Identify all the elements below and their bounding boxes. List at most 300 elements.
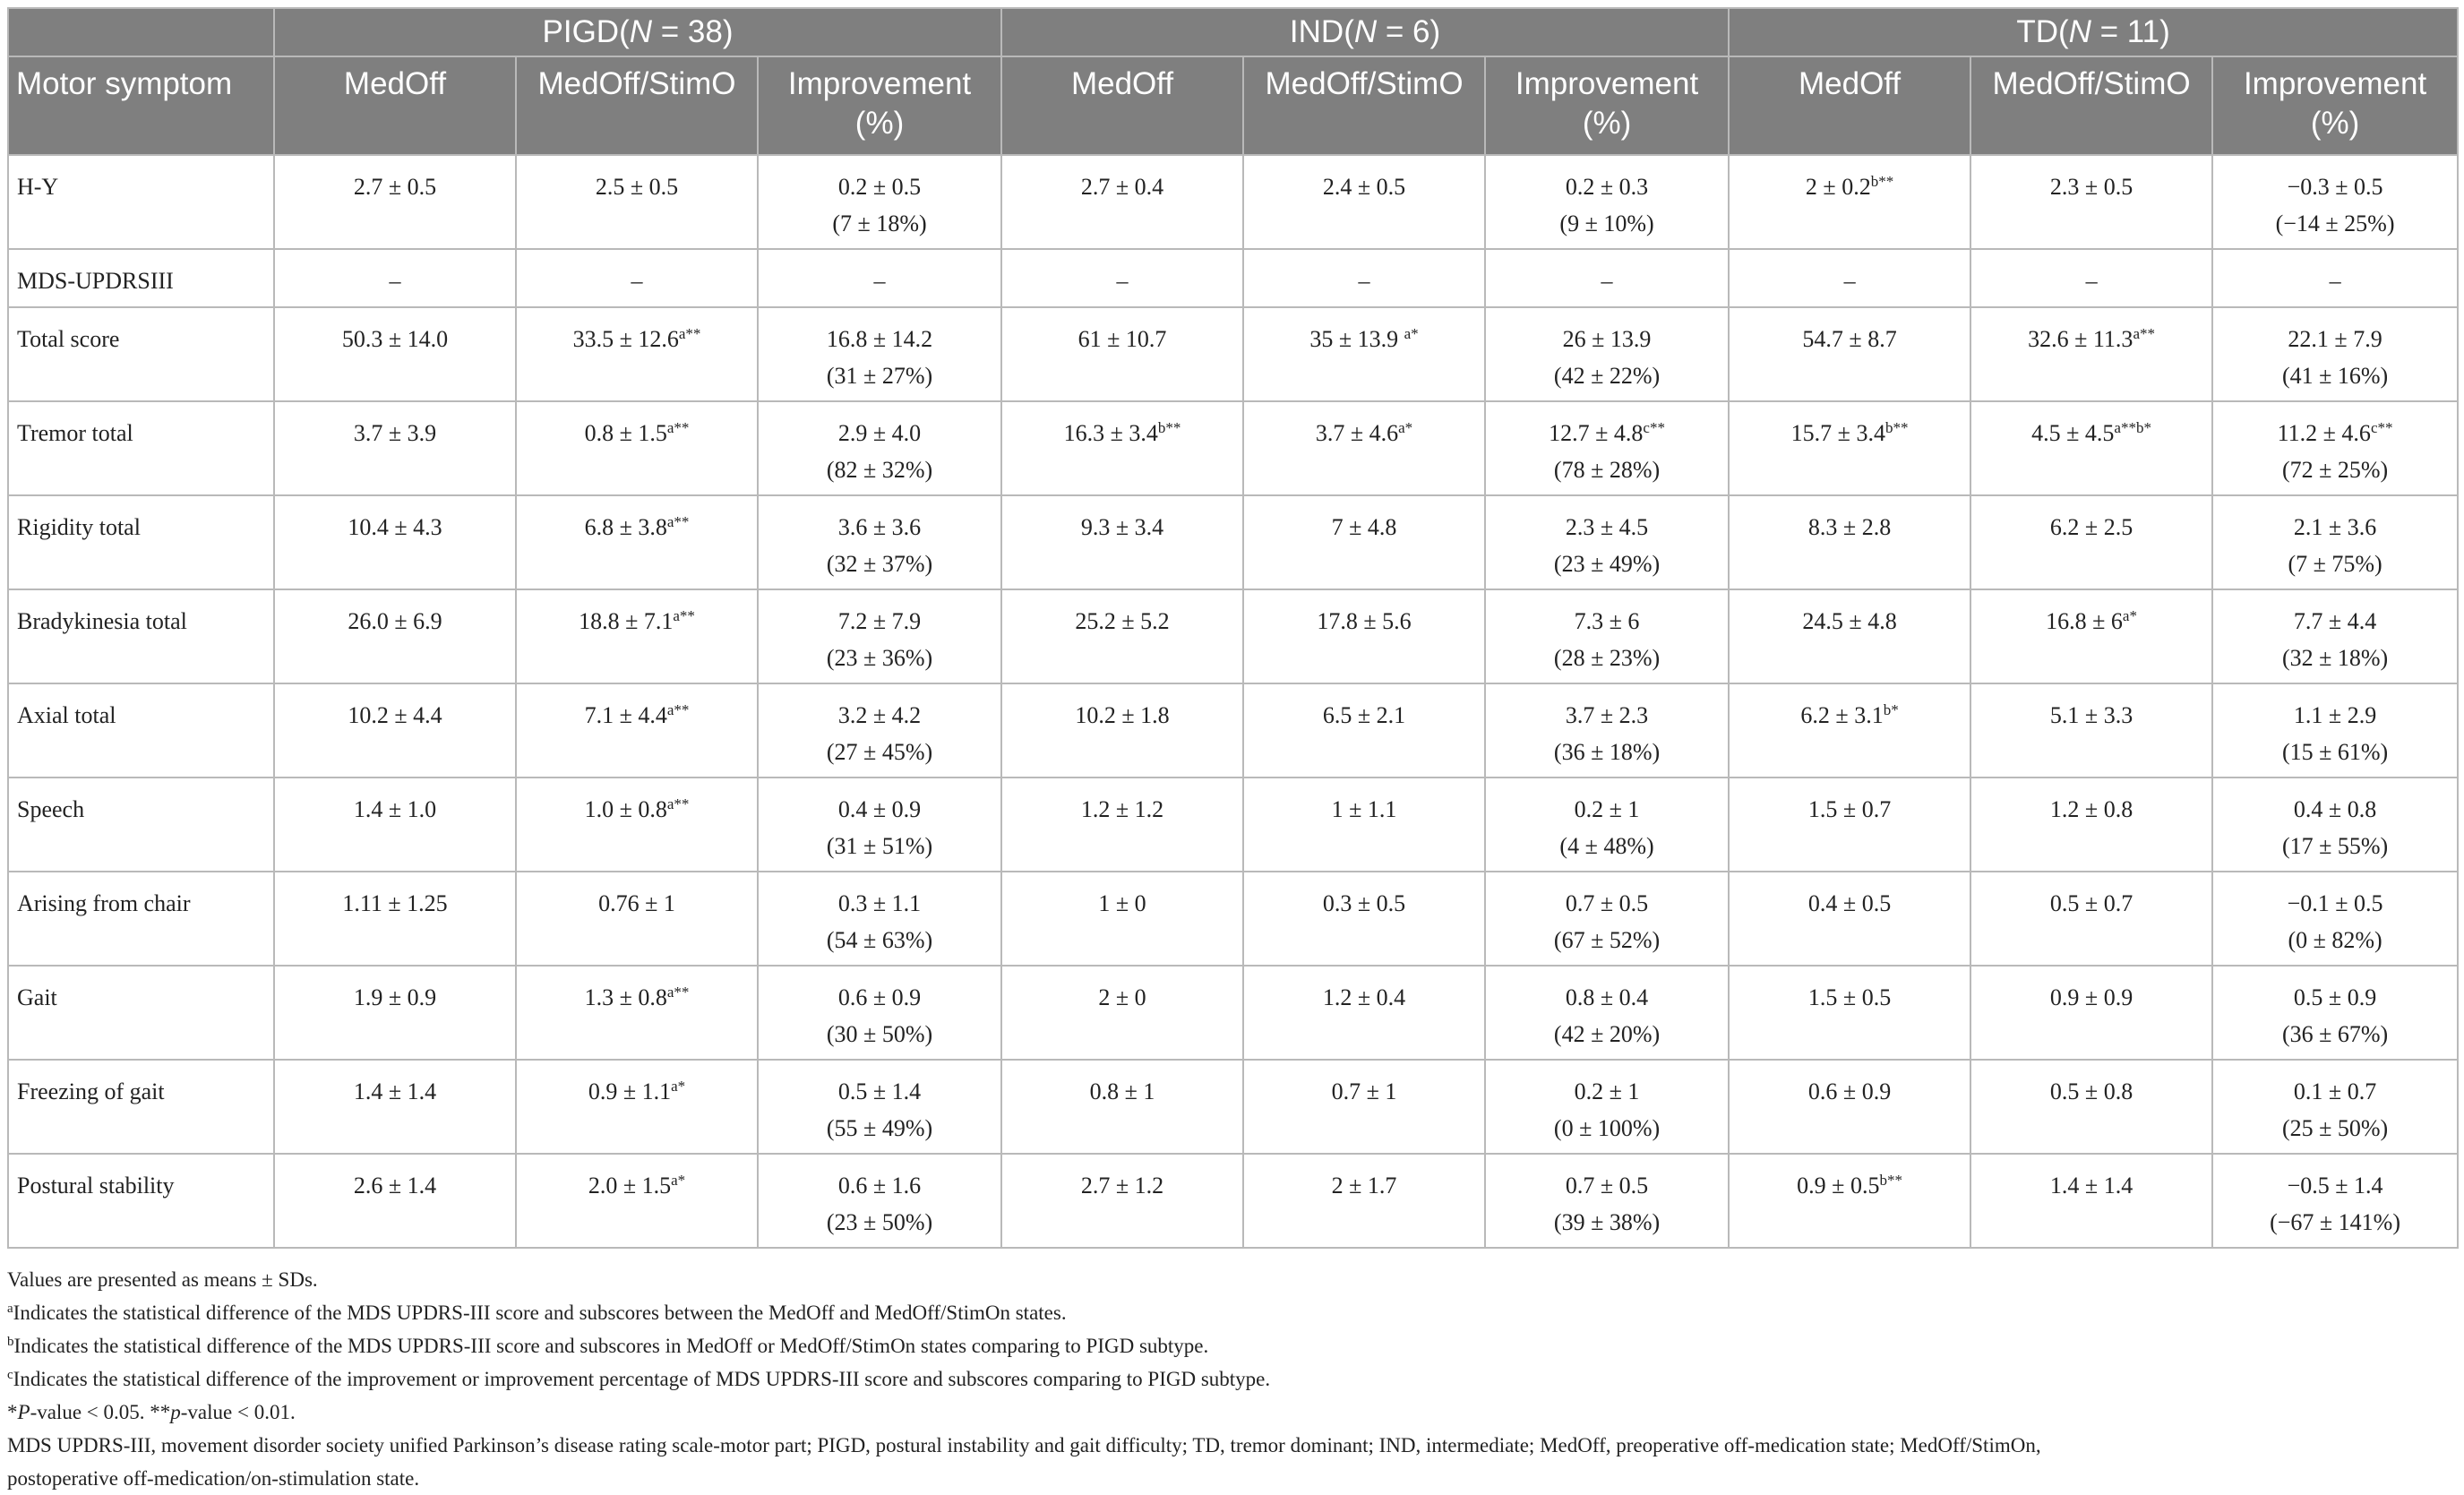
footnote-a <box>7 1296 2457 1329</box>
table-cell <box>516 307 758 401</box>
cell-value: 1.4 ± 1.0 <box>353 796 437 822</box>
cell-value: 7.3 ± 6 <box>1574 608 1640 634</box>
cell-value: 7.7 ± 4.4 <box>2293 608 2377 634</box>
table-cell <box>758 155 1001 249</box>
table-cell <box>758 966 1001 1060</box>
cell-percent: (7 ± 75%) <box>2288 551 2382 577</box>
cell-percent: (72 ± 25%) <box>2281 457 2389 483</box>
table-row <box>8 1154 2458 1248</box>
footnote-a-mark: a <box>7 1302 13 1316</box>
cell-percent: (67 ± 52%) <box>1553 927 1661 953</box>
cell-value: 1.11 ± 1.25 <box>342 890 448 916</box>
significance-mark: a** <box>666 701 690 718</box>
group-n-value: 11 <box>2126 14 2160 49</box>
cell-value: 25.2 ± 5.2 <box>1075 608 1170 634</box>
cell-value: – <box>389 268 401 294</box>
row-label: H-Y <box>8 155 274 249</box>
cell-value: 1.3 ± 0.8 <box>584 984 667 1010</box>
table-cell <box>2212 155 2458 249</box>
significance-mark: a* <box>1404 325 1419 342</box>
table-cell <box>516 589 758 683</box>
table-cell <box>1970 249 2212 307</box>
table-cell <box>1729 683 1970 778</box>
table-cell <box>1485 401 1729 495</box>
cell-value: 26 ± 13.9 <box>1562 326 1652 352</box>
significance-mark: a** <box>2133 325 2155 342</box>
cell-value: 2 ± 1.7 <box>1331 1173 1397 1199</box>
cell-value: 1.0 ± 0.8 <box>584 796 667 822</box>
cell-value: −0.3 ± 0.5 <box>2287 174 2383 200</box>
cell-value: 16.8 ± 14.2 <box>826 326 933 352</box>
table-cell <box>1001 249 1243 307</box>
table-cell <box>274 683 516 778</box>
cell-percent: (31 ± 27%) <box>826 363 933 389</box>
cell-value: 11.2 ± 4.6 <box>2277 420 2371 446</box>
table-cell <box>1001 155 1243 249</box>
blank-header-cell <box>8 8 274 56</box>
footnote-p2-text: -value < 0.01. <box>180 1401 296 1423</box>
cell-value: 2.7 ± 0.5 <box>353 174 437 200</box>
table-cell <box>758 1060 1001 1154</box>
column-header: Improvement (%) <box>1485 56 1729 155</box>
table-cell <box>1970 1154 2212 1248</box>
table-cell <box>1729 307 1970 401</box>
table-cell <box>758 401 1001 495</box>
cell-value: 7 ± 4.8 <box>1331 514 1397 540</box>
column-header: Improvement (%) <box>2212 56 2458 155</box>
cell-value: 6.5 ± 2.1 <box>1322 702 1406 728</box>
cell-value: 2.0 ± 1.5 <box>588 1173 672 1199</box>
row-label: Bradykinesia total <box>8 589 274 683</box>
cell-value: 0.9 ± 0.9 <box>2049 984 2133 1010</box>
table-cell <box>758 872 1001 966</box>
cell-value: 10.4 ± 4.3 <box>348 514 442 540</box>
table-cell <box>758 495 1001 589</box>
cell-percent: (9 ± 10%) <box>1559 211 1654 236</box>
group-header-td: TD(N = 11) <box>1729 8 2458 56</box>
cell-value: 0.6 ± 1.6 <box>837 1173 922 1199</box>
table-cell <box>1485 495 1729 589</box>
table-cell <box>516 155 758 249</box>
cell-value: 35 ± 13.9 <box>1309 326 1404 352</box>
table-cell <box>274 966 516 1060</box>
table-row <box>8 778 2458 872</box>
cell-value: 0.2 ± 1 <box>1574 796 1640 822</box>
cell-value: 0.4 ± 0.9 <box>837 796 922 822</box>
table-cell <box>1001 1154 1243 1248</box>
cell-value: 2.5 ± 0.5 <box>595 174 679 200</box>
table-cell <box>274 872 516 966</box>
table-cell <box>274 1060 516 1154</box>
cell-value: 16.3 ± 3.4 <box>1063 420 1158 446</box>
table-cell <box>1729 872 1970 966</box>
cell-value: 2.3 ± 0.5 <box>2049 174 2133 200</box>
cell-value: 2 ± 0.2 <box>1805 174 1871 200</box>
table-cell <box>1970 401 2212 495</box>
cell-value: 0.7 ± 0.5 <box>1565 1173 1649 1199</box>
table-cell <box>274 155 516 249</box>
group-header-ind: IND(N = 6) <box>1001 8 1729 56</box>
cell-value: 16.8 ± 6 <box>2046 608 2123 634</box>
table-cell <box>758 589 1001 683</box>
cell-value: 2.7 ± 0.4 <box>1080 174 1164 200</box>
cell-value: 61 ± 10.7 <box>1077 326 1167 352</box>
table-cell <box>1001 1060 1243 1154</box>
footnote-p1-text: -value < 0.05. <box>30 1401 150 1423</box>
cell-value: 6.8 ± 3.8 <box>584 514 667 540</box>
cell-value: 0.2 ± 0.3 <box>1565 174 1649 200</box>
table-cell <box>758 778 1001 872</box>
table-row <box>8 966 2458 1060</box>
significance-mark: a** <box>666 419 690 436</box>
table-cell <box>274 1154 516 1248</box>
group-name: TD <box>2016 14 2058 49</box>
group-name: PIGD <box>542 14 620 49</box>
cell-value: 15.7 ± 3.4 <box>1790 420 1885 446</box>
footnote-c-mark: c <box>7 1368 13 1382</box>
column-header: MedOff <box>1729 56 1970 155</box>
cell-value: 32.6 ± 11.3 <box>2028 326 2133 352</box>
footnote-c <box>7 1362 2457 1396</box>
table-cell <box>1001 778 1243 872</box>
table-cell <box>1485 966 1729 1060</box>
row-header-label: Motor symptom <box>8 56 274 155</box>
table-cell <box>758 249 1001 307</box>
table-cell <box>1485 778 1729 872</box>
cell-value: 2 ± 0 <box>1098 984 1146 1010</box>
group-header-pigd: PIGD(N = 38) <box>274 8 1001 56</box>
significance-mark: a* <box>671 1078 686 1095</box>
cell-percent: (31 ± 51%) <box>826 833 933 859</box>
significance-mark: c** <box>2370 419 2393 436</box>
column-header: MedOff <box>274 56 516 155</box>
cell-value: 3.7 ± 3.9 <box>353 420 437 446</box>
column-header: Improvement (%) <box>758 56 1001 155</box>
table-cell <box>1729 589 1970 683</box>
cell-value: – <box>1843 268 1856 294</box>
table-cell <box>1485 1154 1729 1248</box>
table-cell <box>2212 683 2458 778</box>
cell-value: 0.5 ± 0.7 <box>2049 890 2133 916</box>
cell-percent: (42 ± 20%) <box>1553 1021 1661 1047</box>
cell-percent: (54 ± 63%) <box>826 927 933 953</box>
cell-percent: (55 ± 49%) <box>826 1115 933 1141</box>
row-label: Rigidity total <box>8 495 274 589</box>
table-cell <box>1970 683 2212 778</box>
cell-value: – <box>873 268 886 294</box>
row-label: Speech <box>8 778 274 872</box>
group-n-label: N <box>2068 14 2091 49</box>
row-label: Tremor total <box>8 401 274 495</box>
table-cell <box>2212 249 2458 307</box>
significance-mark: a** <box>666 795 690 812</box>
significance-mark: c** <box>1643 419 1665 436</box>
footnote-pvalues <box>7 1396 2457 1429</box>
significance-mark: b* <box>1883 701 1899 718</box>
table-row <box>8 495 2458 589</box>
table-cell <box>1001 401 1243 495</box>
table-cell <box>1485 155 1729 249</box>
cell-percent: (−14 ± 25%) <box>2275 211 2395 236</box>
cell-value: 1.5 ± 0.5 <box>1807 984 1892 1010</box>
footnote-c-text: Indicates the statistical difference of the improvement or improvement percentage of MDS UPDRS-III score and subscores comparing to PIGD subtype. <box>13 1368 1271 1390</box>
table-cell <box>1729 1154 1970 1248</box>
table-cell <box>274 401 516 495</box>
table-cell <box>1243 589 1485 683</box>
significance-mark: b** <box>1870 173 1894 190</box>
table-cell <box>1485 589 1729 683</box>
table-cell <box>274 589 516 683</box>
table-cell <box>1970 589 2212 683</box>
cell-value: 2.9 ± 4.0 <box>837 420 922 446</box>
significance-mark: a**b* <box>2114 419 2151 436</box>
significance-mark: a* <box>2122 607 2137 624</box>
cell-value: 10.2 ± 1.8 <box>1075 702 1170 728</box>
table-cell <box>1001 589 1243 683</box>
cell-value: 0.9 ± 0.5 <box>1797 1173 1880 1199</box>
table-cell <box>1243 778 1485 872</box>
group-n-value: 6 <box>1412 14 1430 49</box>
cell-value: – <box>631 268 643 294</box>
footnote-abbreviations-line1: MDS UPDRS-III, movement disorder society unified Parkinson’s disease rating scale-motor part; PIGD, postural instability and gait difficulty; TD, tremor dominant; IND, intermediate; MedOff, preoperative off-medication state; MedOff/StimOn, <box>7 1434 2041 1456</box>
cell-percent: (17 ± 55%) <box>2281 833 2389 859</box>
cell-percent: (23 ± 36%) <box>826 645 933 671</box>
cell-value: – <box>1601 268 1613 294</box>
table-cell <box>2212 1154 2458 1248</box>
cell-value: 0.5 ± 1.4 <box>837 1078 922 1104</box>
table-cell <box>758 307 1001 401</box>
cell-percent: (0 ± 82%) <box>2288 927 2382 953</box>
footnote-b-mark: b <box>7 1335 14 1349</box>
table-cell <box>2212 401 2458 495</box>
cell-value: 3.7 ± 4.6 <box>1315 420 1399 446</box>
row-label: Total score <box>8 307 274 401</box>
cell-value: 0.6 ± 0.9 <box>1807 1078 1892 1104</box>
cell-value: 1.9 ± 0.9 <box>353 984 437 1010</box>
table-cell <box>758 1154 1001 1248</box>
row-label: Arising from chair <box>8 872 274 966</box>
cell-percent: (39 ± 38%) <box>1553 1209 1661 1235</box>
cell-percent: (30 ± 50%) <box>826 1021 933 1047</box>
cell-value: 26.0 ± 6.9 <box>348 608 442 634</box>
table-row <box>8 307 2458 401</box>
cell-value: 2.1 ± 3.6 <box>2293 514 2377 540</box>
cell-value: 3.6 ± 3.6 <box>837 514 922 540</box>
table-cell <box>274 307 516 401</box>
row-label: Axial total <box>8 683 274 778</box>
table-cell <box>1970 307 2212 401</box>
table-cell <box>1729 495 1970 589</box>
cell-value: 17.8 ± 5.6 <box>1317 608 1412 634</box>
cell-value: 0.9 ± 1.1 <box>588 1078 672 1104</box>
footnote-a-text: Indicates the statistical difference of the MDS UPDRS-III score and subscores between the MedOff and MedOff/StimOn states. <box>13 1302 1067 1324</box>
table-row <box>8 1060 2458 1154</box>
table-row <box>8 683 2458 778</box>
group-name: IND <box>1289 14 1344 49</box>
cell-value: 0.8 ± 1.5 <box>584 420 667 446</box>
table-cell <box>516 872 758 966</box>
table-cell <box>1001 683 1243 778</box>
table-cell <box>1001 307 1243 401</box>
cell-value: 33.5 ± 12.6 <box>572 326 679 352</box>
footnote-abbreviations-line2: postoperative off-medication/on-stimulation state. <box>7 1467 420 1490</box>
cell-value: −0.5 ± 1.4 <box>2287 1173 2383 1199</box>
table-cell <box>2212 589 2458 683</box>
table-cell <box>1001 872 1243 966</box>
table-cell <box>1485 1060 1729 1154</box>
table-cell <box>1970 495 2212 589</box>
cell-value: 1.2 ± 0.4 <box>1322 984 1406 1010</box>
table-cell <box>1729 778 1970 872</box>
cell-value: 1.4 ± 1.4 <box>353 1078 437 1104</box>
cell-value: 4.5 ± 4.5 <box>2031 420 2115 446</box>
table-cell <box>516 1154 758 1248</box>
group-n-value: 38 <box>687 14 723 49</box>
cell-value: 0.8 ± 1 <box>1089 1078 1155 1104</box>
cell-value: 7.2 ± 7.9 <box>837 608 922 634</box>
table-row <box>8 872 2458 966</box>
cell-value: 0.1 ± 0.7 <box>2293 1078 2377 1104</box>
row-label: MDS-UPDRSIII <box>8 249 274 307</box>
significance-mark: a** <box>678 325 701 342</box>
table-cell <box>1001 495 1243 589</box>
cell-value: 18.8 ± 7.1 <box>579 608 674 634</box>
column-header: MedOff/StimO <box>1970 56 2212 155</box>
cell-percent: (32 ± 37%) <box>826 551 933 577</box>
table-cell <box>758 683 1001 778</box>
table-cell <box>516 966 758 1060</box>
table-cell <box>1243 495 1485 589</box>
cell-percent: (42 ± 22%) <box>1553 363 1661 389</box>
table-cell <box>1485 249 1729 307</box>
cell-value: 10.2 ± 4.4 <box>348 702 442 728</box>
table-cell <box>274 778 516 872</box>
footnote-p2-star: ** <box>150 1401 171 1423</box>
cell-value: 0.5 ± 0.8 <box>2049 1078 2133 1104</box>
cell-value: 1 ± 0 <box>1098 890 1146 916</box>
table-figure <box>7 7 2457 1495</box>
cell-percent: (7 ± 18%) <box>832 211 927 236</box>
cell-percent: (36 ± 67%) <box>2281 1021 2389 1047</box>
table-body <box>8 155 2458 1248</box>
cell-percent: (0 ± 100%) <box>1553 1115 1661 1141</box>
cell-value: 2.4 ± 0.5 <box>1322 174 1406 200</box>
cell-value: 0.7 ± 1 <box>1331 1078 1397 1104</box>
cell-value: 3.2 ± 4.2 <box>837 702 922 728</box>
table-cell <box>1243 1060 1485 1154</box>
cell-value: 5.1 ± 3.3 <box>2049 702 2133 728</box>
table-cell <box>1970 966 2212 1060</box>
cell-value: 22.1 ± 7.9 <box>2288 326 2382 352</box>
cell-percent: (15 ± 61%) <box>2281 739 2389 765</box>
table-cell <box>1970 1060 2212 1154</box>
row-label: Postural stability <box>8 1154 274 1248</box>
cell-percent: (27 ± 45%) <box>826 739 933 765</box>
motor-symptom-table <box>7 7 2459 1249</box>
group-n-label: N <box>629 14 653 49</box>
cell-value: 1.2 ± 1.2 <box>1080 796 1164 822</box>
table-cell <box>1485 683 1729 778</box>
group-n-label: N <box>1353 14 1378 49</box>
significance-mark: b** <box>1884 419 1909 436</box>
footnote-b-text: Indicates the statistical difference of the MDS UPDRS-III score and subscores in MedOff or MedOff/StimOn states comparing to PIGD subtype. <box>13 1335 1209 1357</box>
column-header: MedOff <box>1001 56 1243 155</box>
cell-value: 0.3 ± 0.5 <box>1322 890 1406 916</box>
table-cell <box>1243 966 1485 1060</box>
significance-mark: a* <box>671 1172 686 1189</box>
column-header: MedOff/StimO <box>516 56 758 155</box>
table-footnotes <box>7 1263 2457 1495</box>
cell-value: 1.1 ± 2.9 <box>2293 702 2377 728</box>
cell-value: 1.2 ± 0.8 <box>2049 796 2133 822</box>
row-label: Gait <box>8 966 274 1060</box>
cell-value: 0.4 ± 0.8 <box>2293 796 2377 822</box>
cell-percent: (32 ± 18%) <box>2281 645 2389 671</box>
cell-value: 6.2 ± 3.1 <box>1800 702 1884 728</box>
table-cell <box>1243 401 1485 495</box>
table-cell <box>1243 155 1485 249</box>
cell-percent: (23 ± 50%) <box>826 1209 933 1235</box>
significance-mark: a** <box>673 607 695 624</box>
table-cell <box>274 495 516 589</box>
cell-value: 1.5 ± 0.7 <box>1807 796 1892 822</box>
cell-value: 0.3 ± 1.1 <box>837 890 922 916</box>
subheader-row <box>8 56 2458 155</box>
cell-value: 2.7 ± 1.2 <box>1080 1173 1164 1199</box>
cell-value: 8.3 ± 2.8 <box>1807 514 1892 540</box>
cell-value: – <box>1116 268 1129 294</box>
cell-percent: (−67 ± 141%) <box>2270 1209 2401 1235</box>
table-cell <box>1729 249 1970 307</box>
table-cell <box>2212 1060 2458 1154</box>
footnote-p2-label: p <box>170 1401 181 1423</box>
table-cell <box>1970 872 2212 966</box>
cell-value: 7.1 ± 4.4 <box>584 702 667 728</box>
table-cell <box>516 249 758 307</box>
significance-mark: a** <box>666 984 690 1001</box>
cell-percent: (41 ± 16%) <box>2281 363 2389 389</box>
table-cell <box>1243 249 1485 307</box>
table-cell <box>516 683 758 778</box>
row-label: Freezing of gait <box>8 1060 274 1154</box>
cell-value: 3.7 ± 2.3 <box>1565 702 1649 728</box>
table-row <box>8 589 2458 683</box>
cell-value: 12.7 ± 4.8 <box>1549 420 1644 446</box>
table-cell <box>2212 966 2458 1060</box>
cell-value: 0.2 ± 0.5 <box>837 174 922 200</box>
footnote-p1-label: P <box>17 1401 30 1423</box>
table-cell <box>1243 872 1485 966</box>
cell-percent: (78 ± 28%) <box>1553 457 1661 483</box>
table-cell <box>1243 1154 1485 1248</box>
table-cell <box>1729 155 1970 249</box>
cell-value: 54.7 ± 8.7 <box>1802 326 1897 352</box>
cell-value: 1.4 ± 1.4 <box>2049 1173 2133 1199</box>
footnote-values: Values are presented as means ± SDs. <box>7 1268 318 1291</box>
cell-percent: (23 ± 49%) <box>1553 551 1661 577</box>
cell-value: 2.6 ± 1.4 <box>353 1173 437 1199</box>
significance-mark: b** <box>1879 1172 1902 1189</box>
table-cell <box>2212 495 2458 589</box>
table-cell <box>1729 401 1970 495</box>
cell-value: 2.3 ± 4.5 <box>1565 514 1649 540</box>
cell-value: 0.8 ± 0.4 <box>1565 984 1649 1010</box>
cell-value: – <box>2329 268 2341 294</box>
table-cell <box>1970 155 2212 249</box>
cell-value: – <box>2085 268 2098 294</box>
cell-value: 0.2 ± 1 <box>1574 1078 1640 1104</box>
table-cell <box>1485 307 1729 401</box>
